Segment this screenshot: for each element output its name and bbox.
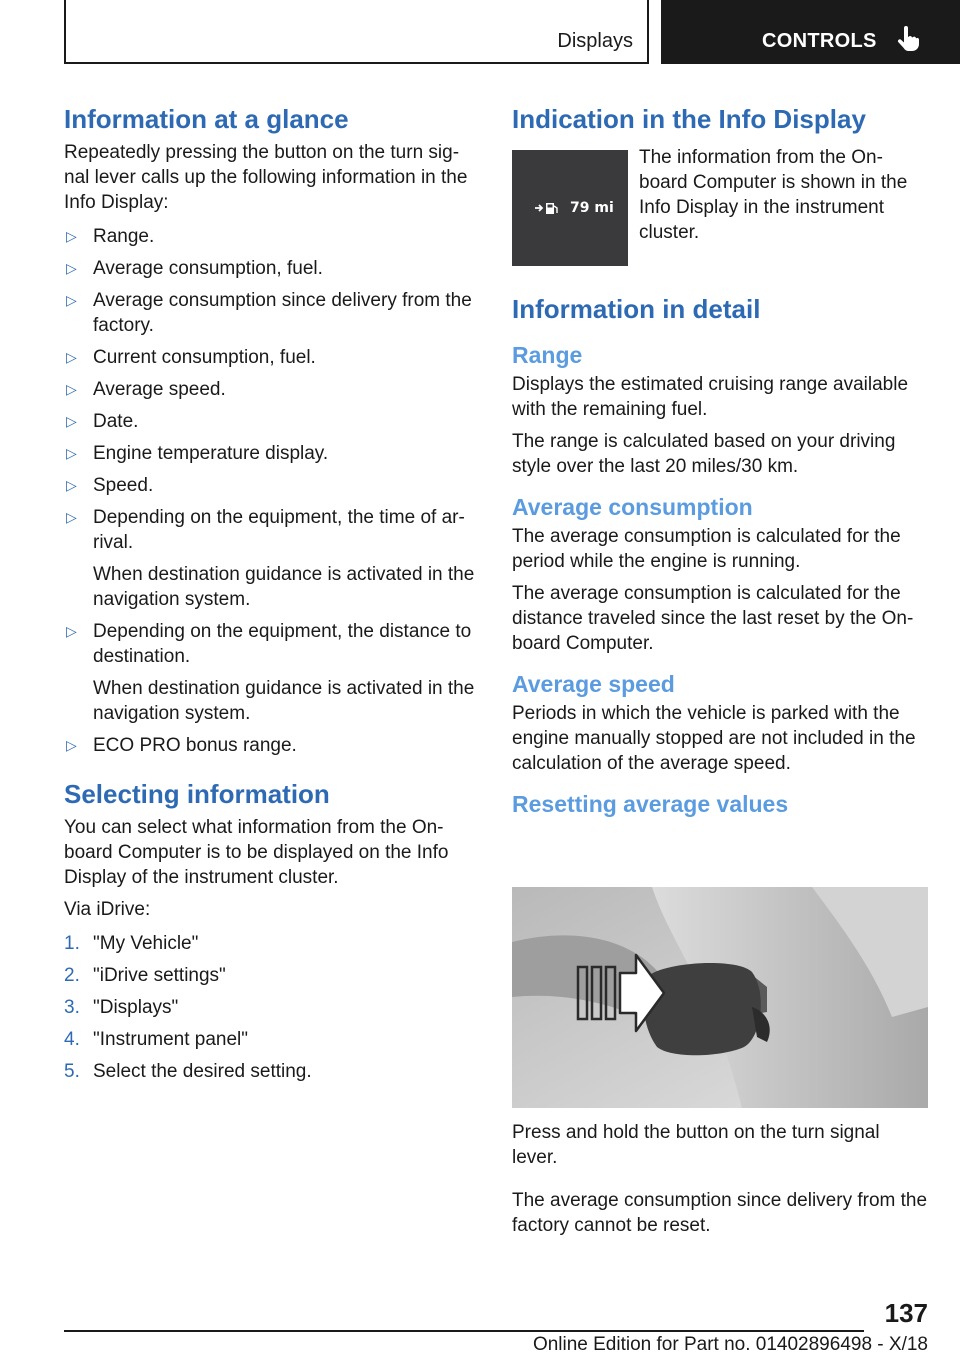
step-number: 4. [64,1029,80,1050]
glance-list-item [64,377,480,402]
triangle-bullet-icon: ▷ [66,292,77,308]
glance-item-text: Average consumption, fuel. [93,258,323,279]
glance-list-item [64,288,480,338]
page-number: 137 [884,1298,928,1328]
heading-range: Range [512,342,583,368]
range-paragraph-2: The range is calculated based on your driving style over the last 20 miles/30 km. [512,431,896,477]
info-display-image [512,150,628,266]
section-title: Displays [557,30,633,52]
steps-list [64,931,480,1084]
lever-illustration [512,887,928,1108]
glance-item-text: Average speed. [93,379,226,400]
triangle-bullet-icon: ▷ [66,477,77,493]
triangle-bullet-icon: ▷ [66,737,77,753]
heading-resetting-average-values: Resetting average values [512,791,789,817]
triangle-bullet-icon: ▷ [66,228,77,244]
step-number: 2. [64,965,80,986]
step-number: 5. [64,1061,80,1082]
glance-list-item [64,733,480,758]
triangle-bullet-icon: ▷ [66,509,77,525]
left-column [64,100,480,1091]
triangle-bullet-icon: ▷ [66,349,77,365]
glance-intro: Repeatedly pressing the button on the turn sig-nal lever calls up the following information in the Info Display: [64,142,468,213]
glance-item-text: Date. [93,411,139,432]
triangle-bullet-icon: ▷ [66,381,77,397]
glance-item-text: Depending on the equipment, the distance to destination. [93,621,472,667]
glance-item-text: ECO PRO bonus range. [93,735,297,756]
glance-item-text: Current consumption, fuel. [93,347,316,368]
header-section-tab [64,0,649,64]
selecting-paragraph: You can select what information from the On-board Computer is to be displayed on the Info Display of the instrument cluster. [64,817,449,888]
range-paragraph-1: Displays the estimated cruising range available with the remaining fuel. [512,374,909,420]
step-item [64,1059,480,1084]
glance-item-text: Depending on the equipment, the time of ar-rival. [93,507,465,553]
avgcons-paragraph-1: The average consumption is calculated for the period while the engine is running. [512,526,901,572]
glance-item-text: Engine temperature display. [93,443,329,464]
avgcons-paragraph-2: The average consumption is calculated for the distance traveled since the last reset by the On-board Computer. [512,583,914,654]
triangle-bullet-icon: ▷ [66,445,77,461]
glance-item-subtext: When destination guidance is activated in the navigation system. [93,564,475,610]
reset-paragraph-1: Press and hold the button on the turn signal lever. [512,1122,880,1168]
triangle-bullet-icon: ▷ [66,623,77,639]
step-text: "My Vehicle" [93,933,199,954]
heading-indication-in-info-display: Indication in the Info Display [512,104,866,134]
glance-item-text: Average consumption since delivery from the factory. [93,290,472,336]
range-readout: 79 mi [570,200,614,216]
header-chapter-tab [661,0,960,64]
glance-item-text: Range. [93,226,155,247]
step-item [64,931,480,956]
footer-edition: Online Edition for Part no. 01402896498 - X/18 [532,1334,928,1355]
chapter-title: CONTROLS [762,30,877,52]
step-item [64,1027,480,1052]
glance-list-item [64,224,480,249]
glance-list [64,224,480,758]
triangle-bullet-icon: ▷ [66,260,77,276]
heading-selecting-information: Selecting information [64,779,330,809]
glance-list-item [64,473,480,498]
glance-list-item [64,619,480,726]
step-number: 1. [64,933,80,954]
glance-item-text: Speed. [93,475,154,496]
fuel-range-icon [534,201,560,215]
reset-paragraph-2: The average consumption since delivery from the factory cannot be reset. [512,1190,928,1236]
glance-list-item [64,505,480,612]
heading-average-consumption: Average consumption [512,494,753,520]
heading-average-speed: Average speed [512,671,675,697]
indication-paragraph: The information from the On-board Computer is shown in the Info Display in the instrument cluster. [639,147,908,243]
step-item [64,963,480,988]
step-text: Select the desired setting. [93,1061,312,1082]
footer-rule [64,1330,864,1332]
step-item [64,995,480,1020]
pointing-hand-icon [897,26,919,52]
glance-list-item [64,409,480,434]
via-idrive: Via iDrive: [64,899,151,920]
right-column [512,100,928,1236]
turn-signal-lever-image [512,887,928,1108]
triangle-bullet-icon: ▷ [66,413,77,429]
step-text: "Instrument panel" [93,1029,249,1050]
heading-information-at-a-glance: Information at a glance [64,104,349,134]
glance-list-item [64,345,480,370]
avgspeed-paragraph: Periods in which the vehicle is parked with the engine manually stopped are not included in the calculation of the average speed. [512,703,916,774]
step-text: "iDrive settings" [93,965,226,986]
step-number: 3. [64,997,80,1018]
glance-item-subtext: When destination guidance is activated in the navigation system. [93,678,475,724]
heading-information-in-detail: Information in detail [512,294,761,324]
glance-list-item [64,256,480,281]
step-text: "Displays" [93,997,179,1018]
glance-list-item [64,441,480,466]
